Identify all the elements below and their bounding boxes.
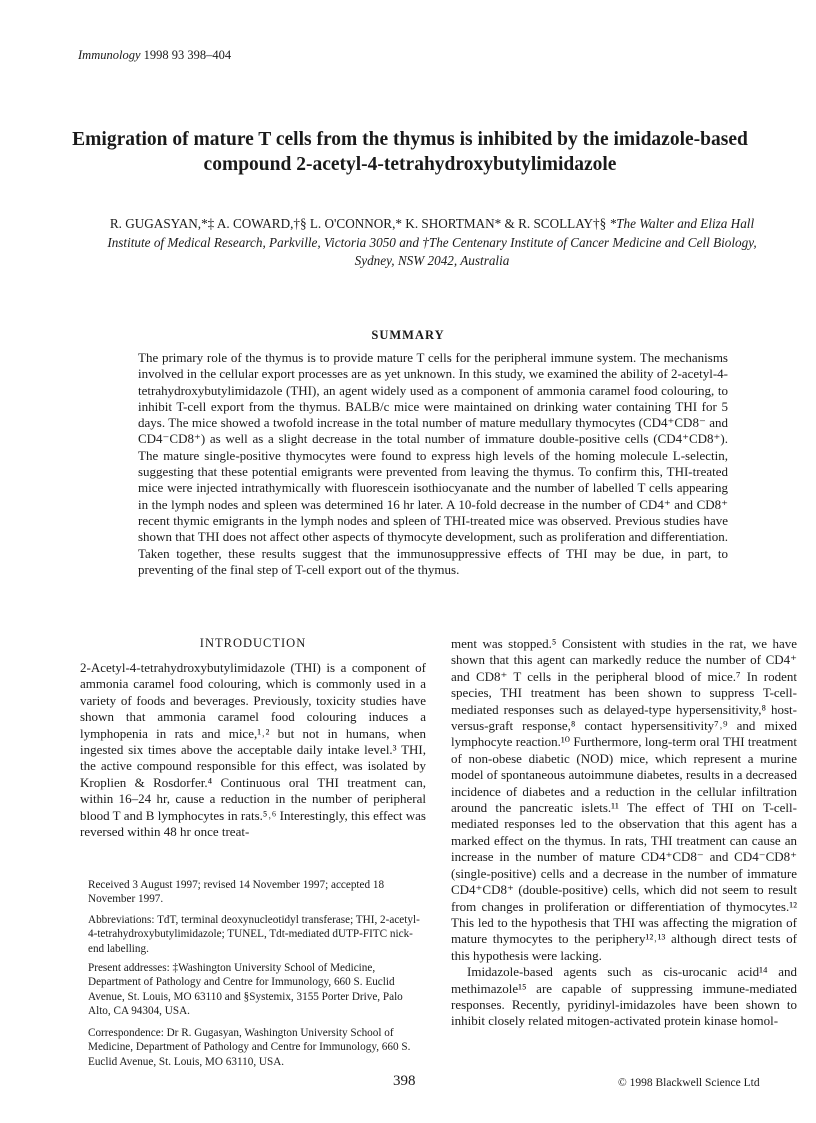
author-names: R. GUGASYAN,*‡ A. COWARD,†§ L. O'CONNOR,* K. SHORTMAN* & R. SCOLLAY†§ bbox=[109, 216, 607, 231]
journal-header bbox=[78, 48, 231, 63]
author-block bbox=[92, 215, 772, 271]
intro-paragraph-3: Imidazole-based agents such as cis-urocanic acid¹⁴ and methimazole¹⁵ are capable of suppressing immune-mediated responses. Recently, pyridinyl-imidazoles have been shown to inhibit closely related mitogen-activated protein kinase homol- bbox=[451, 964, 797, 1029]
column-right bbox=[451, 636, 797, 1030]
page-number: 398 bbox=[393, 1073, 416, 1089]
present-addresses-text: Present addresses: ‡Washington University School of Medicine, Department of Pathology and Centre for Immunology, 660 S. Euclid Avenue, St. Louis, MO 63110 and §Systemix, 3155 Porter Drive, Palo Alto, CA 94304, USA. bbox=[88, 962, 403, 1018]
journal-volume: 1998 93 398–404 bbox=[143, 48, 232, 62]
intro-paragraph-2: ment was stopped.⁵ Consistent with studies in the rat, we have shown that this agent can markedly reduce the number of CD4⁺ and CD8⁺ T cells in the peripheral blood of mice.⁷ In rodent species, THI treatment has been shown to suppress T-cell-mediated responses such as delayed-type hypersensitivity,⁸ host-versus-graft response,⁸ contact hypersensitivity⁷˒⁹ and mixed lymphocyte reaction.¹⁰ Furthermore, long-term oral THI treatment of non-obese diabetic (NOD) mice, which represent a murine model of spontaneous autoimmune diabetes, results in a decreased incidence of diabetes and a reduction in the cellular infiltration around the pancreatic islets.¹¹ The effect of THI on T-cell-mediated responses led to the observation that this agent has a marked effect on the thymus. In rats, THI treatment can cause an increase in the number of mature CD4⁺CD8⁻ and CD4⁻CD8⁺ (single-positive) cells and a decrease in the number of immature CD4⁺CD8⁺ (double-positive) cells, which did not seem to result from changes in proliferation or differentiation of thymocytes.¹² This led to the hypothesis that THI was affecting the migration of mature thymocytes to the periphery¹²˒¹³ although direct tests of this hypothesis were lacking. bbox=[451, 636, 797, 963]
affiliation-2: Institute of Medical Research, Parkville, Victoria 3050 and †The Centenary Institute of Cancer Medicine and Cell Biology, Sydney, NSW 2042, Australia bbox=[107, 234, 757, 268]
footnote-present-addresses bbox=[80, 961, 426, 1019]
correspondence-text: Correspondence: Dr R. Gugasyan, Washington University School of Medicine, Department of Pathology and Centre for Immunology, 660 S. Euclid Avenue, St. Louis, MO 63110, USA. bbox=[88, 1027, 411, 1068]
affiliation-1: *The Walter and Eliza Hall bbox=[609, 216, 755, 231]
footnote-received bbox=[80, 878, 426, 907]
footnote-abbreviations bbox=[80, 913, 426, 956]
title-line-2: compound 2-acetyl-4-tetrahydroxybutylimidazole bbox=[203, 154, 617, 175]
intro-heading-wrap bbox=[80, 636, 426, 659]
copyright-notice: © 1998 Blackwell Science Ltd bbox=[618, 1077, 760, 1089]
intro-heading: INTRODUCTION bbox=[199, 636, 307, 650]
received-text: Received 3 August 1997; revised 14 November 1997; accepted 18 November 1997. bbox=[88, 879, 385, 906]
journal-name: Immunology bbox=[78, 48, 141, 62]
title-line-1: Emigration of mature T cells from the thymus is inhibited by the imidazole-based bbox=[72, 129, 748, 150]
article-title bbox=[60, 127, 760, 177]
summary-text: The primary role of the thymus is to provide mature T cells for the peripheral immune system. The mechanisms involved in the cellular export processes are as yet unknown. In this study, we examined the ability of 2-acetyl-4-tetrahydroxybutylimidazole (THI), an agent widely used as a component of ammonia caramel food colouring, to inhibit T-cell export from the thymus. BALB/c mice were maintained on drinking water containing THI for 5 days. The mice showed a twofold increase in the total number of mature medullary thymocytes (CD4⁺CD8⁻ and CD4⁻CD8⁺) as well as a slight decrease in the total number of immature double-positive cells (CD4⁺CD8⁺). The mature single-positive thymocytes were found to express high levels of the homing molecule L-selectin, suggesting that these potential emigrants were prevented from leaving the thymus. To confirm this, THI-treated mice were injected intrathymically with fluorescein isothiocyanate and the number of labelled T cells appearing in the lymph nodes and spleen was determined 16 hr later. A 10-fold decrease in the number of CD4⁺ and CD8⁺ recent thymic emigrants in the lymph nodes and spleen of THI-treated mice was observed. Previous studies have shown that THI does not affect other aspects of thymocyte development, such as proliferation and differentiation. Taken together, these results suggest that the immunosuppressive effects of THI may be due, in part, to preventing of the final step of T-cell export out of the thymus. bbox=[138, 350, 728, 577]
footnote-correspondence bbox=[80, 1026, 426, 1069]
intro-paragraph-1: 2-Acetyl-4-tetrahydroxybutylimidazole (THI) is a component of ammonia caramel food colouring, which is commonly used in a variety of foods and beverages. Previously, toxicity studies have shown that ammonia caramel food colouring induces a lymphopenia in rats and mice,¹˒² but not in humans, when ingested six times above the acceptable daily intake level.³ THI, the active compound responsible for this effect, was isolated by Kroplien & Rosdorfer.⁴ Continuous oral THI treatment can, within 16–24 hr, cause a reduction in the number of peripheral blood T and B lymphocytes in rats.⁵˒⁶ Interestingly, this effect was reversed within 48 hr once treat- bbox=[80, 660, 426, 840]
column-left bbox=[80, 660, 426, 840]
abbreviations-text: Abbreviations: TdT, terminal deoxynucleotidyl transferase; THI, 2-acetyl-4-tetrahydroxybutylimidazole; TUNEL, Tdt-mediated dUTP-FITC nick-end labelling. bbox=[88, 914, 420, 955]
summary-heading: SUMMARY bbox=[371, 328, 445, 342]
